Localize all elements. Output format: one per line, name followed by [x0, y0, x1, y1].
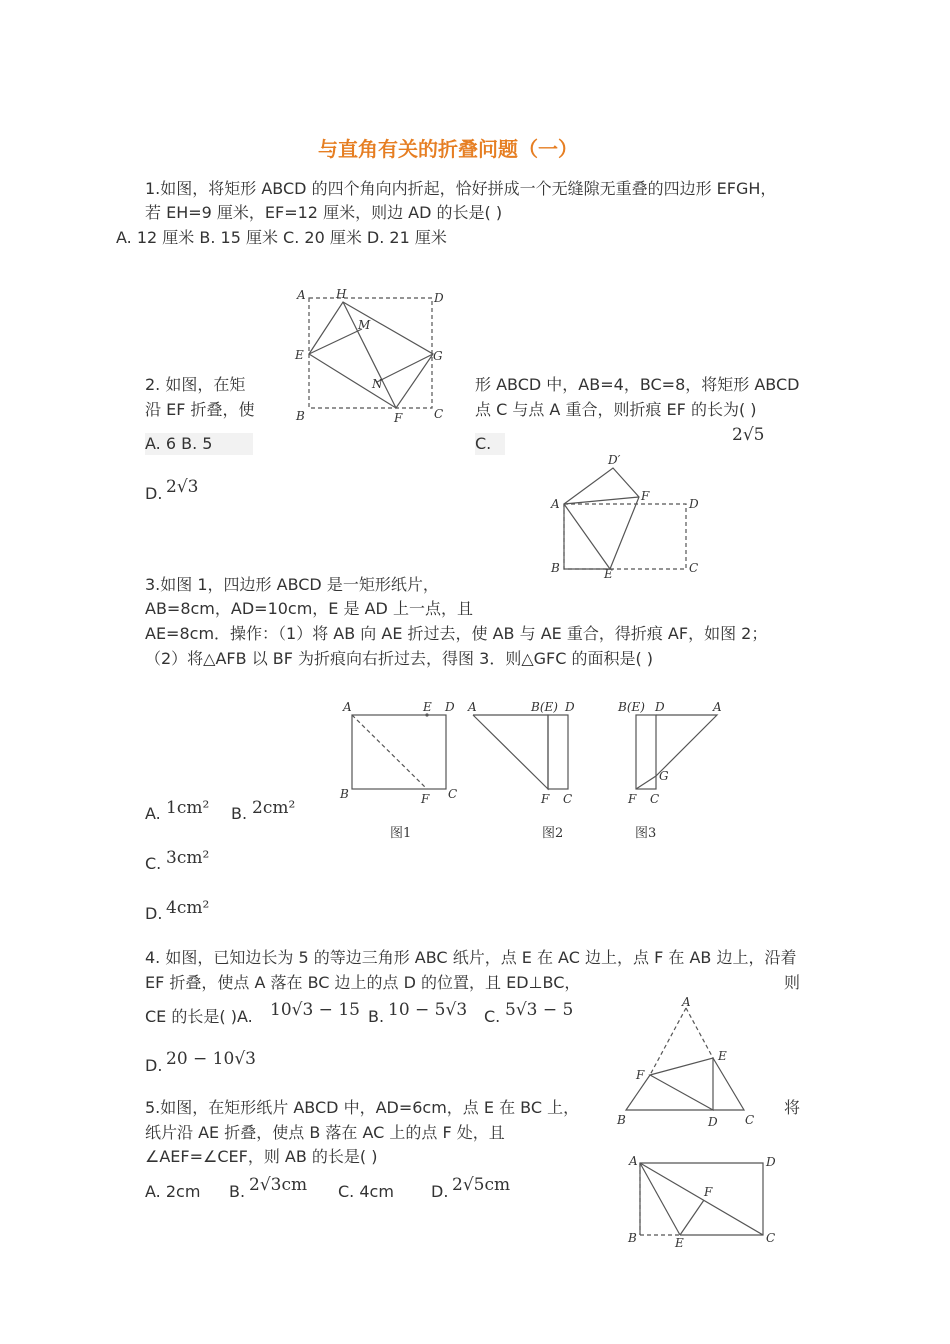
q2-label-F: F [641, 489, 650, 503]
q3-fig3-F: F [628, 792, 637, 806]
q2-option-c: C. [475, 433, 505, 455]
q3-fig2-BE: B(E) [531, 700, 558, 714]
q2-option-d-value: 2√3 [166, 477, 199, 497]
q4-figure [612, 992, 762, 1132]
q3-fig2-D: D [565, 700, 575, 714]
q4-option-c-value: 5√3 − 5 [505, 1000, 574, 1020]
q3-fig2-A: A [468, 700, 477, 714]
q1-label-C: C [434, 407, 444, 421]
q3-option-d: D. [145, 904, 163, 923]
q4-line2-end: 则 [784, 973, 801, 992]
q2-figure [548, 450, 708, 585]
q4-label-E: E [718, 1049, 727, 1063]
q5-option-d: D. [431, 1182, 449, 1201]
q3-line1: 3.如图 1，四边形 ABCD 是一矩形纸片， [145, 575, 439, 594]
q5-label-D: D [766, 1155, 776, 1169]
q2-text-b: 形 ABCD 中，AB=4，BC=8，将矩形 ABCD [475, 375, 800, 394]
q3-option-d-value: 4cm² [166, 898, 210, 918]
q1-figure [290, 285, 450, 430]
q4-label-F: F [636, 1068, 645, 1082]
q4-option-d: D. [145, 1056, 163, 1075]
q3-fig3-BE: B(E) [618, 700, 645, 714]
q4-line1: 4. 如图，已知边长为 5 的等边三角形 ABC 纸片，点 E 在 AC 边上，点 F 在 AB 边上，沿着 [145, 948, 797, 967]
q1-label-H: H [336, 287, 347, 301]
q3-fig1-F: F [421, 792, 430, 806]
q5-option-b: B. [229, 1182, 246, 1201]
q1-options: A. 12 厘米 B. 15 厘米 C. 20 厘米 D. 21 厘米 [116, 228, 447, 247]
q3-fig1-D: D [445, 700, 455, 714]
q3-option-b-value: 2cm² [252, 798, 296, 818]
q5-label-B: B [628, 1231, 637, 1245]
q3-option-b: B. [231, 804, 248, 823]
q3-caption-2: 图2 [542, 826, 564, 841]
q3-caption-1: 图1 [390, 826, 412, 841]
q3-fig2-C: C [563, 792, 573, 806]
q1-label-G: G [433, 349, 443, 363]
q3-caption-3: 图3 [635, 826, 657, 841]
q4-label-C: C [745, 1113, 755, 1127]
q5-option-d-value: 2√5cm [452, 1175, 511, 1195]
q3-fig1-C: C [448, 787, 458, 801]
q3-line4: （2）将△AFB 以 BF 为折痕向右折过去，得图 3．则△GFC 的面积是( ) [145, 649, 654, 668]
q5-label-A: A [629, 1154, 638, 1168]
q5-option-a: A. 2cm [145, 1182, 201, 1201]
q2-option-d: D. [145, 484, 163, 503]
q1-line1: 1.如图，将矩形 ABCD 的四个角向内折起，恰好拼成一个无缝隙无重叠的四边形 EFGH， [145, 179, 777, 198]
q4-option-a-value: 10√3 − 15 [270, 1000, 360, 1020]
q2-option-c-value: 2√5 [732, 425, 765, 445]
q2-text-d: 点 C 与点 A 重合，则折痕 EF 的长为( ) [475, 400, 757, 419]
q2-options-ab: A. 6 B. 5 [145, 433, 253, 455]
q3-option-a-value: 1cm² [166, 798, 210, 818]
q3-fig1-B: B [340, 787, 349, 801]
q4-option-c: C. [484, 1007, 501, 1026]
q1-label-F: F [394, 411, 403, 425]
page-title: 与直角有关的折叠问题（一） [318, 137, 578, 161]
q3-fig1-E: E [423, 700, 432, 714]
q1-label-D: D [434, 291, 444, 305]
q3-fig2-F: F [541, 792, 550, 806]
q4-label-D: D [708, 1115, 718, 1129]
q3-line2: AB=8cm，AD=10cm，E 是 AD 上一点，且 [145, 599, 473, 618]
q5-line1-end: 将 [784, 1098, 801, 1117]
q1-label-B: B [296, 409, 305, 423]
q2-label-B: B [551, 561, 560, 575]
q3-option-c: C. [145, 854, 162, 873]
q2-label-A: A [551, 497, 560, 511]
q4-line2: EF 折叠，使点 A 落在 BC 边上的点 D 的位置，且 ED⊥BC， [145, 973, 581, 992]
q3-fig3-A: A [713, 700, 722, 714]
q3-fig1-A: A [343, 700, 352, 714]
q1-line2: 若 EH=9 厘米，EF=12 厘米，则边 AD 的长是( ) [145, 203, 503, 222]
q4-option-d-value: 20 − 10√3 [166, 1049, 256, 1069]
q4-line3: CE 的长是( )A. [145, 1007, 253, 1026]
q1-label-E: E [295, 348, 304, 362]
q2-label-Dprime: D′ [608, 453, 621, 467]
q3-fig3-C: C [650, 792, 660, 806]
q5-label-F: F [704, 1185, 713, 1199]
q2-text-c: 沿 EF 折叠，使 [145, 400, 255, 419]
q4-option-b-value: 10 − 5√3 [388, 1000, 468, 1020]
q3-line3: AE=8cm．操作：（1）将 AB 向 AE 折过去，使 AB 与 AE 重合，得折痕 AF，如图 2； [145, 624, 768, 643]
q5-option-c: C. 4cm [338, 1182, 394, 1201]
q4-label-B: B [617, 1113, 626, 1127]
q3-fig3-G: G [659, 769, 669, 783]
q5-label-E: E [675, 1236, 684, 1250]
q1-label-N: N [372, 377, 383, 391]
q5-line3: ∠AEF=∠CEF，则 AB 的长是( ) [145, 1147, 378, 1166]
q5-option-b-value: 2√3cm [249, 1175, 308, 1195]
q5-label-C: C [766, 1231, 776, 1245]
q1-label-A: A [297, 288, 306, 302]
q2-label-C: C [689, 561, 699, 575]
q3-option-c-value: 3cm² [166, 848, 210, 868]
q4-option-b: B. [368, 1007, 385, 1026]
q3-figures [335, 693, 735, 843]
q5-figure [622, 1150, 787, 1255]
q1-label-M: M [358, 318, 371, 332]
q4-label-A: A [682, 995, 691, 1009]
q2-label-E: E [604, 567, 613, 581]
q3-option-a: A. [145, 804, 161, 823]
q5-line1: 5.如图，在矩形纸片 ABCD 中，AD=6cm，点 E 在 BC 上， [145, 1098, 580, 1117]
q3-fig3-D: D [655, 700, 665, 714]
q2-text-a: 2. 如图，在矩 [145, 375, 246, 394]
q5-line2: 纸片沿 AE 折叠，使点 B 落在 AC 上的点 F 处，且 [145, 1123, 505, 1142]
q2-label-D: D [689, 497, 699, 511]
